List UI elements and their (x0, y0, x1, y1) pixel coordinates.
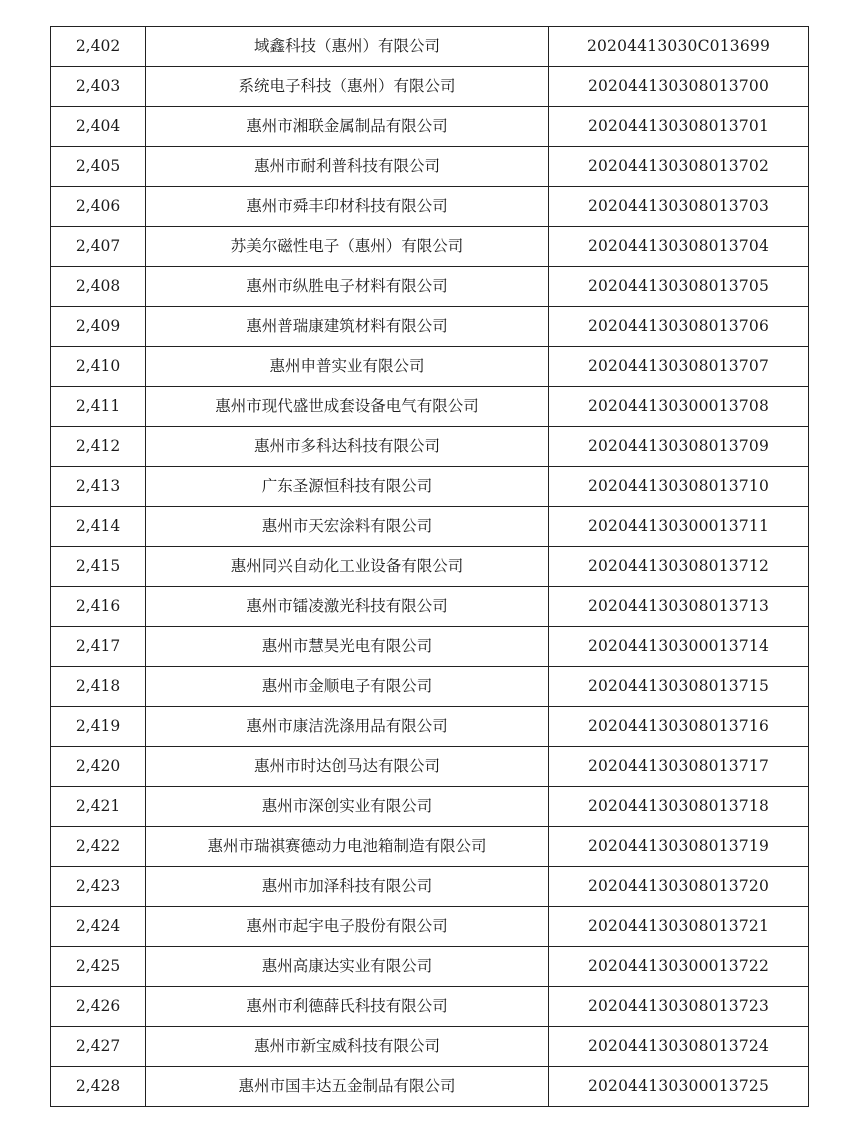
row-number-cell: 2,403 (51, 67, 146, 107)
registration-code-cell: 202044130300013708 (549, 387, 809, 427)
table-row (51, 227, 809, 267)
company-name-cell: 惠州申普实业有限公司 (146, 347, 549, 387)
row-number-cell: 2,427 (51, 1027, 146, 1067)
row-number-cell: 2,428 (51, 1067, 146, 1107)
company-name-cell: 惠州市康洁洗涤用品有限公司 (146, 707, 549, 747)
table-row (51, 507, 809, 547)
registration-code-cell: 202044130308013709 (549, 427, 809, 467)
company-name-cell: 惠州市瑞祺赛德动力电池箱制造有限公司 (146, 827, 549, 867)
row-number-cell: 2,420 (51, 747, 146, 787)
company-name-cell: 惠州市深创实业有限公司 (146, 787, 549, 827)
company-name-cell: 惠州同兴自动化工业设备有限公司 (146, 547, 549, 587)
row-number-cell: 2,410 (51, 347, 146, 387)
registration-code-cell: 202044130300013722 (549, 947, 809, 987)
registration-code-cell: 202044130308013715 (549, 667, 809, 707)
company-name-cell: 域鑫科技（惠州）有限公司 (146, 27, 549, 67)
registration-code-cell: 202044130308013716 (549, 707, 809, 747)
registration-code-cell: 202044130308013702 (549, 147, 809, 187)
row-number-cell: 2,418 (51, 667, 146, 707)
row-number-cell: 2,415 (51, 547, 146, 587)
company-name-cell: 惠州市天宏涂料有限公司 (146, 507, 549, 547)
company-name-cell: 惠州市新宝威科技有限公司 (146, 1027, 549, 1067)
company-name-cell: 惠州市纵胜电子材料有限公司 (146, 267, 549, 307)
table-row (51, 547, 809, 587)
registration-code-cell: 202044130308013701 (549, 107, 809, 147)
table-row (51, 1067, 809, 1107)
table-row (51, 67, 809, 107)
row-number-cell: 2,405 (51, 147, 146, 187)
row-number-cell: 2,414 (51, 507, 146, 547)
table-row (51, 667, 809, 707)
table-row (51, 267, 809, 307)
registration-code-cell: 202044130308013713 (549, 587, 809, 627)
row-number-cell: 2,419 (51, 707, 146, 747)
company-name-cell: 惠州市国丰达五金制品有限公司 (146, 1067, 549, 1107)
row-number-cell: 2,407 (51, 227, 146, 267)
registration-code-cell: 20204413030C013699 (549, 27, 809, 67)
registration-code-cell: 202044130308013717 (549, 747, 809, 787)
table-row (51, 467, 809, 507)
registration-code-cell: 202044130308013705 (549, 267, 809, 307)
registration-code-cell: 202044130300013711 (549, 507, 809, 547)
table-row (51, 747, 809, 787)
company-name-cell: 广东圣源恒科技有限公司 (146, 467, 549, 507)
row-number-cell: 2,426 (51, 987, 146, 1027)
row-number-cell: 2,409 (51, 307, 146, 347)
registration-code-cell: 202044130308013724 (549, 1027, 809, 1067)
registration-code-cell: 202044130308013703 (549, 187, 809, 227)
registration-code-cell: 202044130308013704 (549, 227, 809, 267)
table-row (51, 107, 809, 147)
row-number-cell: 2,422 (51, 827, 146, 867)
company-name-cell: 系统电子科技（惠州）有限公司 (146, 67, 549, 107)
table-row (51, 347, 809, 387)
company-registry-table (50, 26, 809, 1107)
row-number-cell: 2,421 (51, 787, 146, 827)
row-number-cell: 2,423 (51, 867, 146, 907)
registration-code-cell: 202044130300013714 (549, 627, 809, 667)
company-name-cell: 惠州普瑞康建筑材料有限公司 (146, 307, 549, 347)
company-name-cell: 苏美尔磁性电子（惠州）有限公司 (146, 227, 549, 267)
company-name-cell: 惠州市起宇电子股份有限公司 (146, 907, 549, 947)
company-name-cell: 惠州市耐利普科技有限公司 (146, 147, 549, 187)
company-name-cell: 惠州市多科达科技有限公司 (146, 427, 549, 467)
registration-code-cell: 202044130308013721 (549, 907, 809, 947)
company-name-cell: 惠州市加泽科技有限公司 (146, 867, 549, 907)
table-row (51, 707, 809, 747)
row-number-cell: 2,413 (51, 467, 146, 507)
table-row (51, 187, 809, 227)
company-name-cell: 惠州市镭凌激光科技有限公司 (146, 587, 549, 627)
table-row (51, 627, 809, 667)
registration-code-cell: 202044130308013710 (549, 467, 809, 507)
table-row (51, 427, 809, 467)
company-name-cell: 惠州市舜丰印材科技有限公司 (146, 187, 549, 227)
table-row (51, 147, 809, 187)
table-row (51, 387, 809, 427)
table-row (51, 307, 809, 347)
table-row (51, 907, 809, 947)
table-body (51, 27, 809, 1107)
company-name-cell: 惠州高康达实业有限公司 (146, 947, 549, 987)
registration-code-cell: 202044130308013723 (549, 987, 809, 1027)
table-row (51, 1027, 809, 1067)
table-row (51, 947, 809, 987)
row-number-cell: 2,411 (51, 387, 146, 427)
row-number-cell: 2,404 (51, 107, 146, 147)
row-number-cell: 2,408 (51, 267, 146, 307)
registration-code-cell: 202044130308013712 (549, 547, 809, 587)
table-row (51, 987, 809, 1027)
table-row (51, 587, 809, 627)
company-name-cell: 惠州市时达创马达有限公司 (146, 747, 549, 787)
company-name-cell: 惠州市慧昊光电有限公司 (146, 627, 549, 667)
registration-code-cell: 202044130308013707 (549, 347, 809, 387)
row-number-cell: 2,416 (51, 587, 146, 627)
registration-code-cell: 202044130308013720 (549, 867, 809, 907)
registration-code-cell: 202044130308013718 (549, 787, 809, 827)
company-name-cell: 惠州市金顺电子有限公司 (146, 667, 549, 707)
company-name-cell: 惠州市利德薛氏科技有限公司 (146, 987, 549, 1027)
row-number-cell: 2,406 (51, 187, 146, 227)
company-name-cell: 惠州市现代盛世成套设备电气有限公司 (146, 387, 549, 427)
row-number-cell: 2,417 (51, 627, 146, 667)
row-number-cell: 2,412 (51, 427, 146, 467)
registration-code-cell: 202044130308013700 (549, 67, 809, 107)
row-number-cell: 2,425 (51, 947, 146, 987)
row-number-cell: 2,402 (51, 27, 146, 67)
company-name-cell: 惠州市湘联金属制品有限公司 (146, 107, 549, 147)
registration-code-cell: 202044130308013719 (549, 827, 809, 867)
table-row (51, 787, 809, 827)
registration-code-cell: 202044130300013725 (549, 1067, 809, 1107)
row-number-cell: 2,424 (51, 907, 146, 947)
table-row (51, 27, 809, 67)
table-row (51, 867, 809, 907)
table-row (51, 827, 809, 867)
registration-code-cell: 202044130308013706 (549, 307, 809, 347)
